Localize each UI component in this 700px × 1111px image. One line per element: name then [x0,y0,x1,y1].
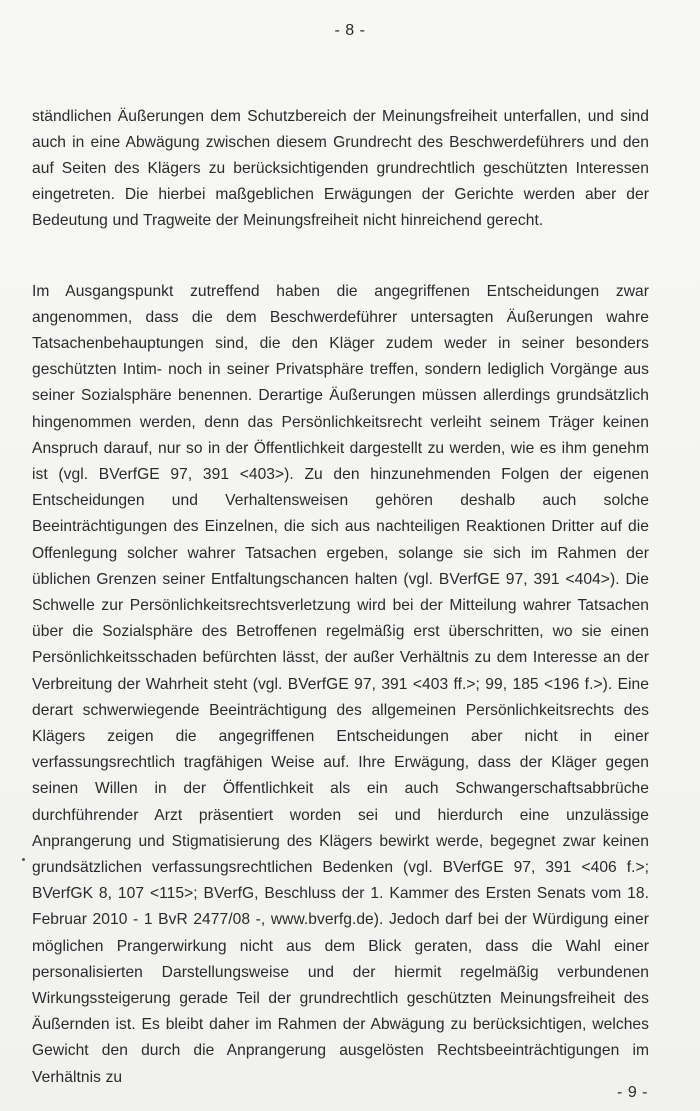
paragraph-2: Im Ausgangspunkt zutreffend haben die angegriffenen Entscheidungen zwar angenommen, dass die dem Beschwerdeführer untersagten Äußerungen wahre Tatsachenbehauptungen sind, die den Kläger zudem weder in seiner besonders geschützten Intim- noch in seiner Privatsphäre treffen, sondern lediglich Vorgänge aus seiner Sozialsphäre benennen. Derartige Äußerungen müssen allerdings grundsätzlich hingenommen werden, denn das Persönlichkeitsrecht verleiht seinem Träger keinen Anspruch darauf, nur so in der Öffentlichkeit dargestellt zu werden, wie es ihm genehm ist (vgl. BVerfGE 97, 391 <403>). Zu den hinzunehmenden Folgen der eigenen Entscheidungen und Verhaltensweisen gehören deshalb auch solche Beeinträchtigungen des Einzelnen, die sich aus nachteiligen Reaktionen Dritter auf die Offenlegung solcher wahrer Tatsachen ergeben, solange sie sich im Rahmen der üblichen Grenzen seiner Entfaltungschancen halten (vgl. BVerfGE 97, 391 <404>). Die Schwelle zur Persönlichkeitsrechtsverletzung wird bei der Mitteilung wahrer Tatsachen über die Sozialsphäre des Betroffenen regelmäßig erst überschritten, wo sie einen Persönlichkeitsschaden befürchten lässt, der außer Verhältnis zu dem Interesse an der Verbreitung der Wahrheit steht (vgl. BVerfGE 97, 391 <403 ff.>; 99, 185 <196 f.>). Eine derart schwerwiegende Beeinträchtigung des allgemeinen Persönlichkeitsrechts des Klägers zeigen die angegriffenen Entscheidungen aber nicht in einer verfassungsrechtlich tragfähigen Weise auf. Ihre Erwägung, dass der Kläger gegen seinen Willen in der Öffentlichkeit als ein auch Schwangerschaftsabbrüche durchführender Arzt präsentiert worden sei und hierdurch eine unzulässige Anprangerung und Stigmatisierung des Klägers bewirkt werde, begegnet zwar keinen grundsätzlichen verfassungsrechtlichen Bedenken (vgl. BVerfGE 97, 391 <406 f.>; BVerfGK 8, 107 <115>; BVerfG, Beschluss der 1. Kammer des Ersten Senats vom 18. Februar 2010 - 1 BvR 2477/08 -, www.bverfg.de). Jedoch darf bei der Würdigung einer möglichen Prangerwirkung nicht aus dem Blick geraten, dass die Wahl einer personalisierten Darstellungsweise und der hiermit regelmäßig verbundenen Wirkungssteigerung gerade Teil der grundrechtlich geschützten Meinungsfreiheit des Äußernden ist. Es bleibt daher im Rahmen der Abwägung zu berücksichtigen, welches Gewicht den durch die Anprangerung ausgelösten Rechtsbeeinträchtigungen im Verhältnis zu [32,282,649,1086]
paragraph-1: ständlichen Äußerungen dem Schutzbereich der Meinungsfreiheit unterfallen, und sind auch in eine Abwägung zwischen diesem Grundrecht des Beschwerdeführers und den auf Seiten des Klägers zu berücksichtigenden grundrechtlich geschützten Interessen eingetreten. Die hierbei maßgeblichen Erwägungen der Gerichte werden aber der Bedeutung und Tragweite der Meinungsfreiheit nicht hinreichend gerecht. [32,107,649,230]
scan-speck [22,858,25,861]
page-number-footer: - 9 - [617,1084,648,1101]
page-number-header: - 8 - [334,22,366,39]
